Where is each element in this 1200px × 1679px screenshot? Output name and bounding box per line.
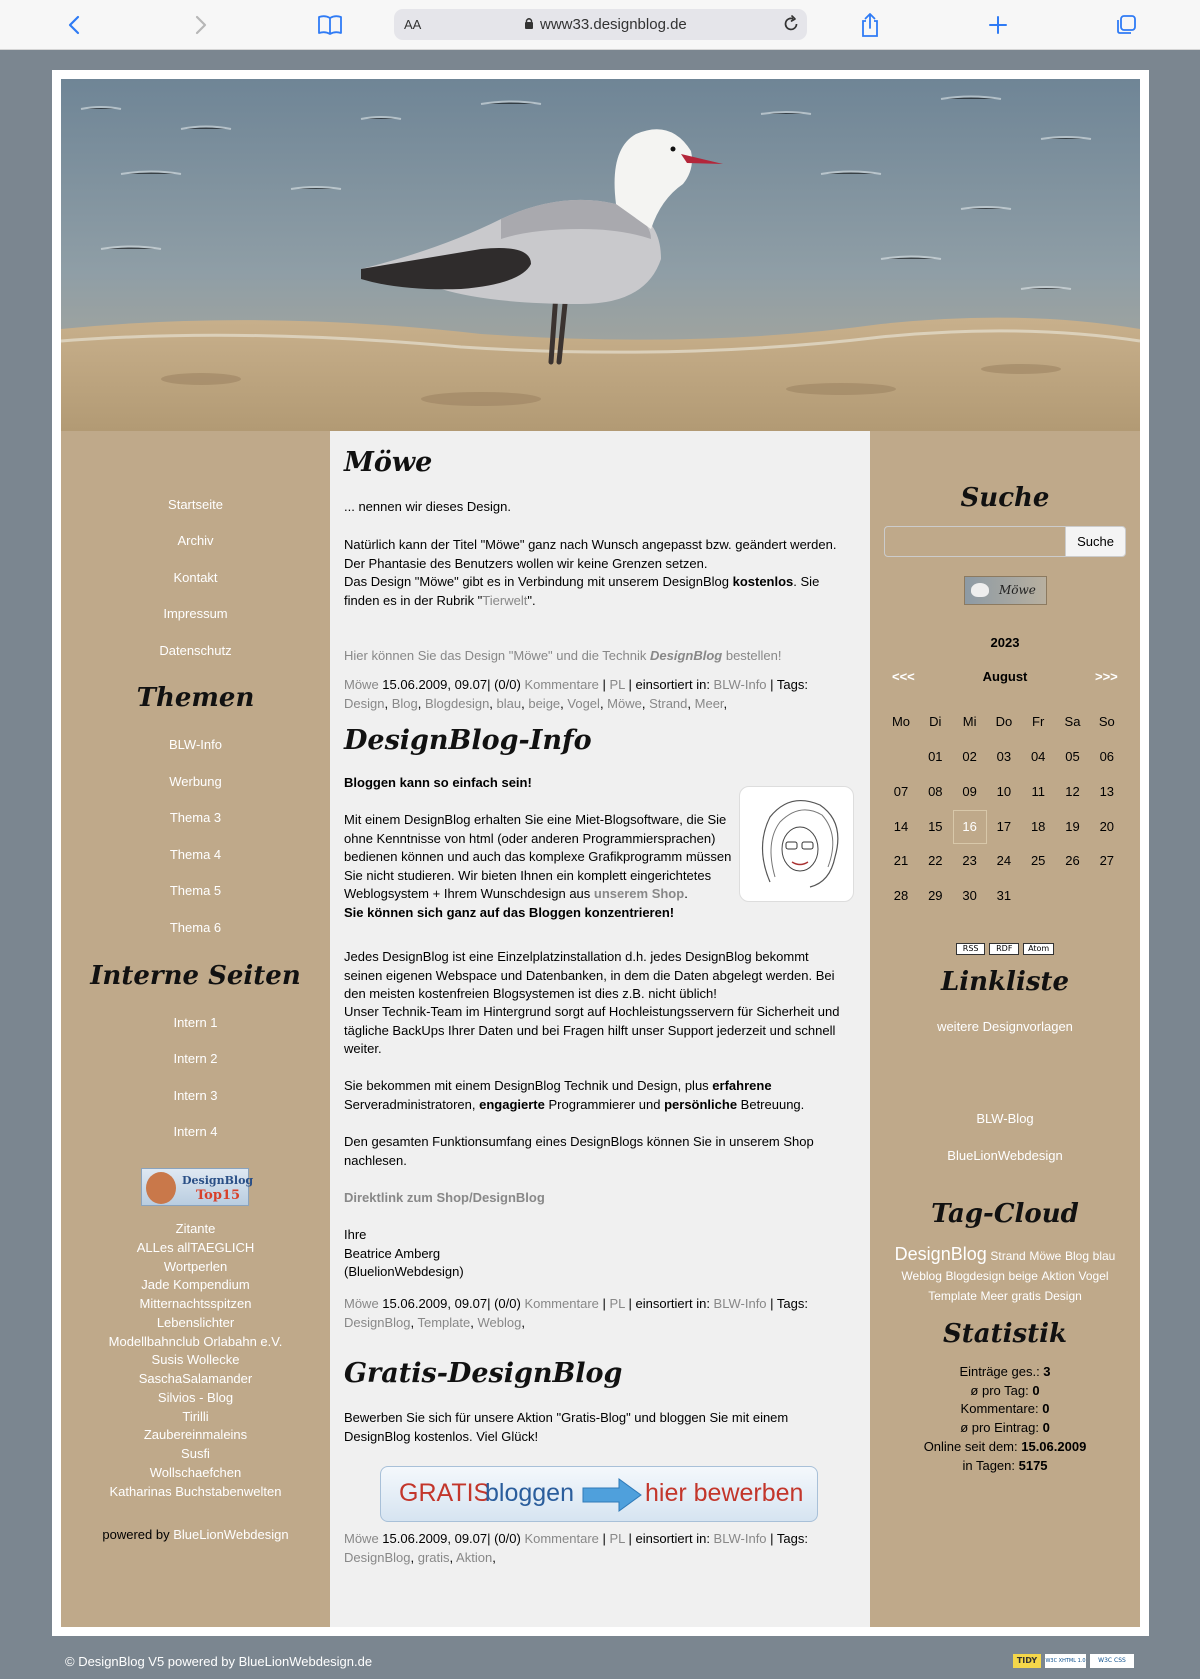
- calendar-day[interactable]: 23: [962, 853, 977, 869]
- page-frame: [52, 70, 1149, 1636]
- post2-body1: Mit einem DesignBlog erhalten Sie eine Miet-Blogsoftware, die Sie ohne Kenntnisse von html (oder anderen Programmiersprachen) bedienen können und auch das komplexe Grafikprogramm müssen Sie nicht studieren. Wir bieten Ihnen ein komplett eingerichtetes Weblogsystem + Ihrem Wunschdesign aus unserem Shop. Sie können sich ganz auf das Bloggen konzentrieren!: [344, 812, 732, 920]
- calendar-weekday: Do: [995, 714, 1013, 729]
- post3-category-link[interactable]: BLW-Info: [713, 1531, 767, 1546]
- intern-heading: Interne Seiten: [90, 961, 301, 991]
- stat-row: Kommentare: 0: [960, 1401, 1050, 1417]
- post3-tags: DesignBlog, gratis, Aktion,: [344, 1549, 496, 1565]
- blogroll-item[interactable]: Mitternachtsspitzen: [139, 1296, 252, 1311]
- calendar-day[interactable]: 05: [1065, 749, 1080, 764]
- statistik-heading: Statistik: [942, 1319, 1068, 1349]
- calendar-weekday: Mo: [891, 714, 911, 729]
- powered-by: [61, 1527, 330, 1542]
- tierwelt-link[interactable]: Tierwelt: [482, 592, 528, 608]
- post1-category-link[interactable]: BLW-Info: [713, 677, 767, 692]
- blogroll-item[interactable]: Wortperlen: [163, 1258, 228, 1274]
- left-sidebar: [61, 431, 330, 1627]
- tidy-badge[interactable]: TIDY: [1013, 1654, 1041, 1668]
- stat-row: ø pro Eintrag: 0: [960, 1420, 1050, 1436]
- post1-p2: Natürlich kann der Titel "Möwe" ganz nach Wunsch angepasst bzw. geändert werden. Der Phantasie des Benutzers wollen wir keine Grenzen setzen.: [344, 537, 837, 571]
- thumb-label: Möwe: [999, 583, 1036, 597]
- tagcloud-tag[interactable]: Möwe: [1029, 1249, 1062, 1263]
- calendar-day[interactable]: 28: [893, 888, 909, 904]
- post2-pl-link[interactable]: PL: [609, 1296, 625, 1311]
- intern-3[interactable]: Intern 3: [173, 1088, 218, 1103]
- tagcloud-tag[interactable]: Weblog: [901, 1269, 942, 1283]
- tag-link[interactable]: Meer: [694, 695, 724, 711]
- calendar-weekday: Sa: [1064, 714, 1081, 729]
- tag-link[interactable]: DesignBlog: [344, 1314, 411, 1330]
- post2-author[interactable]: Möwe: [344, 1296, 379, 1311]
- post1-p3: Das Design "Möwe" gibt es in Verbindung mit unserem DesignBlog kostenlos. Sie finden es in der Rubrik "Tierwelt".: [344, 574, 820, 608]
- calendar-day[interactable]: 03: [996, 749, 1012, 764]
- tag-link[interactable]: beige: [528, 695, 561, 711]
- new-tab-icon[interactable]: [983, 10, 1013, 40]
- theme-5[interactable]: Thema 5: [169, 883, 222, 898]
- post1-meta: Möwe 15.06.2009, 09.07| (0/0) Kommentare | PL | einsortiert in: BLW-Info | Tags: Design, Blog, Blogdesign, blau, beige, Vogel, Möwe, Strand, Meer,: [344, 677, 808, 711]
- post2-comments-link[interactable]: Kommentare: [524, 1296, 599, 1311]
- powered-link[interactable]: BlueLionWebdesign: [173, 1527, 289, 1542]
- post2-meta: Möwe 15.06.2009, 09.07| (0/0) Kommentare | PL | einsortiert in: BLW-Info | Tags: DesignBlog, Template, Weblog,: [344, 1296, 808, 1330]
- banner-bloggen: bloggen: [485, 1479, 574, 1507]
- tag-link[interactable]: DesignBlog: [344, 1549, 411, 1565]
- blogroll-item[interactable]: ALLes allTAEGLICH: [136, 1239, 255, 1255]
- lock-icon: [524, 17, 534, 33]
- calendar-day[interactable]: 18: [1030, 818, 1046, 834]
- tag-link[interactable]: gratis: [417, 1549, 450, 1565]
- forward-icon[interactable]: [186, 10, 216, 40]
- post-title-gratis-designblog[interactable]: Gratis-DesignBlog: [344, 1358, 623, 1389]
- direct-shop-link[interactable]: Direktlink zum Shop/DesignBlog: [344, 1190, 545, 1205]
- calendar-day-today[interactable]: 16: [953, 810, 987, 844]
- calendar-day[interactable]: 07: [893, 783, 909, 799]
- calendar-weekday: Fr: [1032, 714, 1045, 729]
- link-blw-blog[interactable]: BLW-Blog: [976, 1111, 1034, 1126]
- theme-blw-info[interactable]: BLW-Info: [169, 737, 222, 752]
- calendar-day[interactable]: 04: [1030, 749, 1046, 764]
- calendar-day[interactable]: 27: [1099, 853, 1115, 869]
- post1-comments-link[interactable]: Kommentare: [524, 677, 599, 692]
- post-title-moewe[interactable]: Möwe: [344, 447, 433, 478]
- post1-order-link[interactable]: Hier können Sie das Design "Möwe" und die Technik DesignBlog bestellen!: [344, 648, 782, 663]
- top15-line1: DesignBlog: [182, 1174, 254, 1187]
- nav-kontakt[interactable]: Kontakt: [173, 570, 218, 585]
- calendar-day[interactable]: 12: [1065, 783, 1080, 799]
- tag-link[interactable]: Möwe: [607, 695, 642, 711]
- blogroll-item[interactable]: Modellbahnclub Orlabahn e.V.: [108, 1333, 283, 1349]
- tag-link[interactable]: Strand: [649, 695, 688, 711]
- nav-datenschutz[interactable]: Datenschutz: [159, 643, 232, 658]
- tag-link[interactable]: Vogel: [567, 695, 600, 711]
- calendar-year: 2023: [990, 635, 1020, 650]
- calendar-weekday: Mi: [962, 714, 977, 729]
- nav-impressum[interactable]: Impressum: [163, 606, 228, 621]
- calendar-day[interactable]: 13: [1099, 783, 1115, 799]
- search-button[interactable]: Suche: [1065, 526, 1126, 557]
- tag-link[interactable]: blau: [496, 695, 522, 711]
- calendar-month: August: [982, 669, 1028, 684]
- calendar-prev[interactable]: <<<: [892, 669, 915, 684]
- reader-text-size-button[interactable]: AA: [404, 17, 422, 32]
- tag-designblog[interactable]: DesignBlog: [894, 1244, 987, 1264]
- shop-link[interactable]: unserem Shop: [593, 886, 685, 901]
- post2-signature: Ihre Beatrice Amberg (BluelionWebdesign): [344, 1227, 464, 1279]
- calendar-weekday: Di: [929, 714, 942, 729]
- blogroll-item[interactable]: Zaubereinmaleins: [143, 1427, 248, 1443]
- calendar-day[interactable]: 25: [1030, 853, 1046, 869]
- blogroll-item[interactable]: Susis Wollecke: [151, 1352, 240, 1368]
- top15-mascot-icon: [146, 1172, 176, 1204]
- banner-arrow-icon: [581, 1477, 643, 1516]
- theme-werbung[interactable]: Werbung: [169, 774, 222, 789]
- footer-copyright: © DesignBlog V5 powered by BlueLionWebdesign.de: [65, 1654, 373, 1669]
- link-bluelionwebdesign[interactable]: BlueLionWebdesign: [947, 1148, 1063, 1163]
- link-designvorlagen[interactable]: weitere Designvorlagen: [937, 1019, 1073, 1034]
- tagcloud-tag[interactable]: blau: [1092, 1249, 1116, 1263]
- post3-body: Bewerben Sie sich für unsere Aktion "Gratis-Blog" und bloggen Sie mit einem DesignBlog kostenlos. Viel Glück!: [344, 1410, 789, 1444]
- feed-rdf[interactable]: RDF: [989, 943, 1019, 955]
- calendar-grid: [884, 705, 1124, 915]
- blogroll-item[interactable]: Katharinas Buchstabenwelten: [109, 1483, 282, 1499]
- tag-link[interactable]: Design: [344, 695, 385, 711]
- blogroll-item[interactable]: Silvios - Blog: [157, 1389, 234, 1405]
- tagcloud-tag[interactable]: Aktion: [1041, 1269, 1075, 1283]
- calendar-day[interactable]: 09: [962, 783, 977, 799]
- tag-link[interactable]: Aktion: [456, 1549, 493, 1565]
- post2-body3: Unser Technik-Team im Hintergrund sorgt auf Hochleistungsservern für Sicherheit und tägliche BackUps Ihrer Daten und bei Fragen hilft unser Support jederzeit und schnell weiter.: [344, 1004, 840, 1056]
- stat-row: Online seit dem: 15.06.2009: [923, 1438, 1087, 1454]
- tagcloud-tag[interactable]: Meer: [980, 1289, 1008, 1303]
- linkliste-heading: Linkliste: [940, 967, 1070, 997]
- tagcloud-tag[interactable]: beige: [1008, 1269, 1038, 1283]
- tagcloud-tag[interactable]: Blog: [1064, 1249, 1090, 1263]
- main-content: [330, 431, 870, 1627]
- back-icon[interactable]: [59, 10, 89, 40]
- tag-link[interactable]: Template: [417, 1314, 471, 1330]
- tag-cloud: [880, 1245, 1130, 1306]
- powered-prefix: powered by: [102, 1527, 174, 1542]
- calendar-day[interactable]: 10: [996, 783, 1012, 799]
- blogroll-item[interactable]: Zitante: [175, 1221, 216, 1236]
- calendar-day[interactable]: 01: [928, 749, 943, 764]
- calendar-day[interactable]: 15: [928, 818, 943, 834]
- tag-link[interactable]: Blogdesign: [424, 695, 490, 711]
- feed-rss[interactable]: RSS: [956, 943, 986, 955]
- post2-body4: Sie bekommen mit einem DesignBlog Technik und Design, plus erfahrene Serveradministratoren, engagierte Programmierer und persönliche Betreuung.: [344, 1078, 805, 1112]
- post1-pl-link[interactable]: PL: [609, 677, 625, 692]
- post2-body2: Jedes DesignBlog ist eine Einzelplatzinstallation d.h. jedes DesignBlog bekommt seinen eigenen Webspace und Datenbanken, in dem die Daten abgelegt werden. Bei den meisten kostenfreien Blogsystemen ist dies z.B. nicht üblich!: [344, 949, 835, 1001]
- share-icon[interactable]: [855, 10, 885, 40]
- feed-atom[interactable]: Atom: [1023, 943, 1054, 955]
- stat-row: in Tagen: 5175: [962, 1457, 1048, 1473]
- blogroll-item[interactable]: Lebenslichter: [156, 1314, 235, 1330]
- address-bar[interactable]: [394, 9, 807, 40]
- w3c-css-badge[interactable]: W3C CSS: [1090, 1654, 1134, 1668]
- blogroll-item[interactable]: Jade Kompendium: [141, 1277, 250, 1293]
- banner-gratis: GRATIS: [399, 1479, 491, 1507]
- calendar-day[interactable]: 06: [1099, 749, 1115, 764]
- calendar-day[interactable]: 30: [962, 888, 977, 904]
- browser-toolbar: [0, 0, 1200, 50]
- nav-archiv[interactable]: Archiv: [177, 533, 214, 548]
- stat-row: ø pro Tag: 0: [970, 1382, 1040, 1398]
- calendar-day[interactable]: 24: [996, 853, 1012, 869]
- calendar-day[interactable]: 20: [1099, 818, 1115, 834]
- calendar-day[interactable]: 21: [893, 853, 909, 869]
- nav-startseite[interactable]: Startseite: [168, 497, 223, 512]
- tagcloud-tag[interactable]: Strand: [990, 1249, 1026, 1263]
- top15-banner[interactable]: [141, 1168, 254, 1206]
- theme-6[interactable]: Thema 6: [169, 920, 222, 935]
- search-input[interactable]: [884, 526, 1066, 557]
- top15-line2: Top15: [196, 1188, 241, 1203]
- search-heading: Suche: [960, 483, 1050, 513]
- gratis-bloggen-banner[interactable]: [380, 1466, 818, 1522]
- post3-author[interactable]: Möwe: [344, 1531, 379, 1546]
- calendar-day[interactable]: 26: [1065, 853, 1080, 869]
- tag-link[interactable]: Blog: [391, 695, 418, 711]
- stat-row: Einträge ges.: 3: [959, 1364, 1051, 1379]
- calendar-day[interactable]: 11: [1031, 783, 1045, 799]
- calendar-day[interactable]: 29: [928, 888, 943, 904]
- post2-lead: Bloggen kann so einfach sein!: [344, 775, 532, 790]
- blogroll-item[interactable]: Wollschaefchen: [149, 1464, 242, 1480]
- post3-meta: Möwe 15.06.2009, 09.07| (0/0) Kommentare | PL | einsortiert in: BLW-Info | Tags: DesignBlog, gratis, Aktion,: [344, 1531, 808, 1565]
- bookmarks-icon[interactable]: [315, 10, 345, 40]
- post3-pl-link[interactable]: PL: [609, 1531, 625, 1546]
- right-sidebar: [870, 431, 1140, 1627]
- post1-tags: Design, Blog, Blogdesign, blau, beige, Vogel, Möwe, Strand, Meer,: [344, 695, 728, 711]
- tagcloud-tag[interactable]: gratis: [1011, 1289, 1041, 1303]
- tagcloud-heading: Tag-Cloud: [931, 1199, 1079, 1229]
- tagcloud-tag[interactable]: Blogdesign: [945, 1269, 1005, 1283]
- thumb-gull-icon: [971, 583, 989, 597]
- blogroll-item[interactable]: Tirilli: [182, 1408, 209, 1424]
- calendar-next[interactable]: >>>: [1095, 669, 1118, 684]
- calendar-day[interactable]: 31: [996, 888, 1012, 904]
- intern-1[interactable]: Intern 1: [173, 1015, 218, 1030]
- theme-3[interactable]: Thema 3: [169, 810, 222, 825]
- statistics-list: [870, 1363, 1140, 1475]
- theme-4[interactable]: Thema 4: [169, 847, 222, 862]
- calendar-day[interactable]: 14: [893, 818, 909, 834]
- banner-hier-bewerben: hier bewerben: [645, 1479, 804, 1507]
- post3-comments-link[interactable]: Kommentare: [524, 1531, 599, 1546]
- w3c-xhtml-badge[interactable]: W3C XHTML 1.0: [1045, 1654, 1086, 1668]
- tagcloud-tag[interactable]: Template: [928, 1289, 977, 1303]
- post1-p1: ... nennen wir dieses Design.: [344, 499, 511, 514]
- tabs-overview-icon[interactable]: [1111, 10, 1141, 40]
- design-thumbnail[interactable]: [964, 576, 1047, 605]
- url-text: www33.designblog.de: [540, 16, 687, 33]
- post1-author[interactable]: Möwe: [344, 677, 379, 692]
- calendar-day[interactable]: 02: [962, 749, 977, 764]
- intern-2[interactable]: Intern 2: [173, 1051, 218, 1066]
- calendar-day[interactable]: 08: [928, 783, 943, 799]
- blogroll-item[interactable]: SaschaSalamander: [138, 1371, 253, 1386]
- post-title-designblog-info[interactable]: DesignBlog-Info: [344, 725, 592, 756]
- calendar-weekday: So: [1098, 714, 1115, 729]
- themen-heading: Themen: [136, 683, 255, 713]
- tagcloud-tag[interactable]: Vogel: [1078, 1269, 1109, 1283]
- intern-4[interactable]: Intern 4: [173, 1124, 218, 1139]
- post2-body5: Den gesamten Funktionsumfang eines DesignBlogs können Sie in unserem Shop nachlesen.: [344, 1134, 814, 1168]
- tag-link[interactable]: Weblog: [477, 1314, 522, 1330]
- calendar-day[interactable]: 22: [928, 853, 943, 869]
- calendar-day[interactable]: 19: [1065, 818, 1080, 834]
- reload-icon[interactable]: [781, 14, 801, 37]
- author-portrait: [739, 786, 854, 902]
- calendar-day[interactable]: 17: [996, 818, 1012, 834]
- feed-badges: [870, 939, 1140, 955]
- post2-tags: DesignBlog, Template, Weblog,: [344, 1314, 525, 1330]
- tagcloud-tag[interactable]: Design: [1044, 1289, 1082, 1303]
- blogroll-item[interactable]: Susfi: [181, 1446, 210, 1461]
- header-image-seagull: [61, 79, 1140, 431]
- post2-category-link[interactable]: BLW-Info: [713, 1296, 767, 1311]
